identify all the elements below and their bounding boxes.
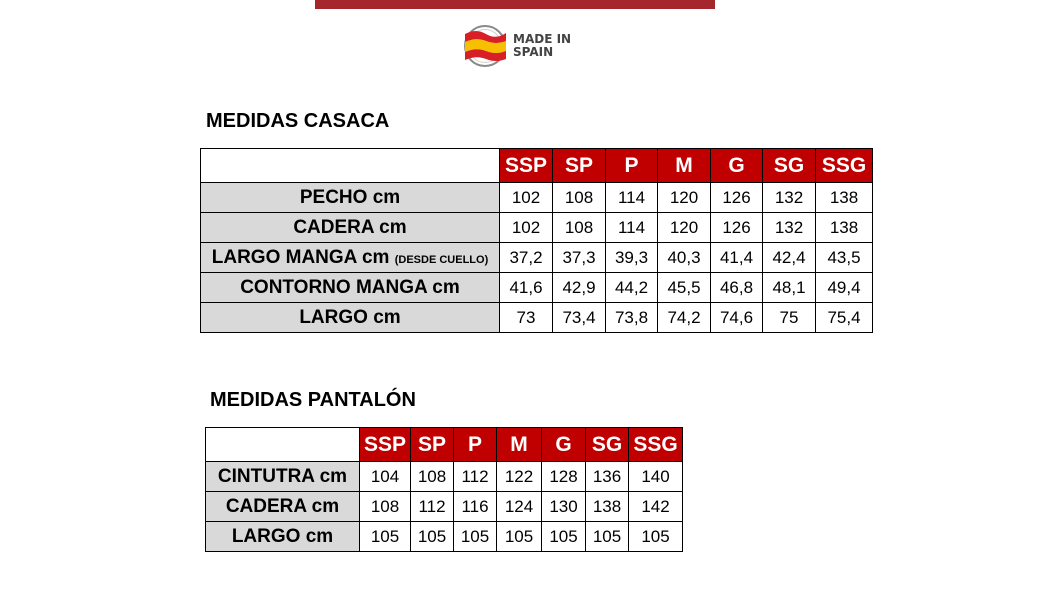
row-label-largo: LARGO cm [206, 522, 360, 552]
cell-value: 108 [553, 183, 606, 213]
size-header-sg: SG [586, 428, 629, 462]
row-label-contorno-manga: CONTORNO MANGA cm [201, 273, 500, 303]
cell-value: 42,9 [553, 273, 606, 303]
top-accent-bar [315, 0, 715, 9]
cell-value: 49,4 [816, 273, 873, 303]
cell-value: 40,3 [658, 243, 711, 273]
cell-value: 132 [763, 183, 816, 213]
size-header-ssp: SSP [360, 428, 411, 462]
cell-value: 45,5 [658, 273, 711, 303]
cell-value: 120 [658, 183, 711, 213]
cell-value: 122 [497, 462, 542, 492]
cell-value: 142 [629, 492, 683, 522]
cell-value: 74,2 [658, 303, 711, 333]
cell-value: 114 [606, 213, 658, 243]
cell-value: 128 [542, 462, 586, 492]
cell-value: 136 [586, 462, 629, 492]
cell-value: 120 [658, 213, 711, 243]
size-header-sg: SG [763, 149, 816, 183]
cell-value: 105 [454, 522, 497, 552]
cell-value: 130 [542, 492, 586, 522]
cell-value: 73,4 [553, 303, 606, 333]
table-row [206, 522, 683, 552]
size-header-p: P [606, 149, 658, 183]
cell-value: 105 [360, 522, 411, 552]
cell-value: 39,3 [606, 243, 658, 273]
cell-value: 74,6 [711, 303, 763, 333]
table-row [201, 273, 873, 303]
row-label-pecho: PECHO cm [201, 183, 500, 213]
cell-value: 105 [629, 522, 683, 552]
table-row [201, 213, 873, 243]
table-row [201, 183, 873, 213]
cell-value: 126 [711, 213, 763, 243]
casaca-title: MEDIDAS CASACA [206, 110, 390, 132]
size-header-sp: SP [411, 428, 454, 462]
cell-value: 46,8 [711, 273, 763, 303]
spain-flag-icon [462, 24, 508, 68]
cell-value: 41,4 [711, 243, 763, 273]
badge-line-1: MADE IN [513, 32, 572, 46]
size-header-sp: SP [553, 149, 606, 183]
row-label-cintura: CINTUTRA cm [206, 462, 360, 492]
cell-value: 73 [500, 303, 553, 333]
cell-value: 105 [411, 522, 454, 552]
size-header-g: G [542, 428, 586, 462]
size-header-m: M [658, 149, 711, 183]
row-label-note: (DESDE CUELLO) [394, 253, 489, 266]
cell-value: 140 [629, 462, 683, 492]
made-in-spain-badge [462, 24, 571, 68]
cell-value: 105 [586, 522, 629, 552]
size-header-row [201, 149, 873, 183]
table-row [201, 303, 873, 333]
size-header-ssg: SSG [629, 428, 683, 462]
size-header-ssg: SSG [816, 149, 873, 183]
size-header-m: M [497, 428, 542, 462]
size-header-p: P [454, 428, 497, 462]
cell-value: 108 [360, 492, 411, 522]
size-header-g: G [711, 149, 763, 183]
pantalon-size-table [205, 427, 683, 552]
cell-value: 102 [500, 183, 553, 213]
cell-value: 138 [816, 183, 873, 213]
cell-value: 108 [411, 462, 454, 492]
cell-value: 37,2 [500, 243, 553, 273]
corner-cell [206, 428, 360, 462]
size-header-row [206, 428, 683, 462]
cell-value: 105 [542, 522, 586, 552]
cell-value: 108 [553, 213, 606, 243]
table-row [206, 462, 683, 492]
cell-value: 112 [454, 462, 497, 492]
cell-value: 132 [763, 213, 816, 243]
row-label-largo-manga [201, 243, 500, 273]
corner-cell [201, 149, 500, 183]
cell-value: 114 [606, 183, 658, 213]
cell-value: 138 [816, 213, 873, 243]
cell-value: 116 [454, 492, 497, 522]
cell-value: 126 [711, 183, 763, 213]
row-label-cadera: CADERA cm [201, 213, 500, 243]
cell-value: 105 [497, 522, 542, 552]
cell-value: 138 [586, 492, 629, 522]
cell-value: 75,4 [816, 303, 873, 333]
cell-value: 42,4 [763, 243, 816, 273]
cell-value: 104 [360, 462, 411, 492]
cell-value: 48,1 [763, 273, 816, 303]
cell-value: 43,5 [816, 243, 873, 273]
cell-value: 44,2 [606, 273, 658, 303]
table-row [201, 243, 873, 273]
cell-value: 102 [500, 213, 553, 243]
table-row [206, 492, 683, 522]
cell-value: 37,3 [553, 243, 606, 273]
casaca-size-table [200, 148, 873, 333]
cell-value: 41,6 [500, 273, 553, 303]
cell-value: 112 [411, 492, 454, 522]
badge-line-2: SPAIN [513, 45, 554, 59]
row-label-text: LARGO MANGA cm [211, 246, 390, 268]
size-header-ssp: SSP [500, 149, 553, 183]
cell-value: 75 [763, 303, 816, 333]
pantalon-title: MEDIDAS PANTALÓN [210, 389, 416, 411]
cell-value: 124 [497, 492, 542, 522]
row-label-largo: LARGO cm [201, 303, 500, 333]
cell-value: 73,8 [606, 303, 658, 333]
row-label-cadera: CADERA cm [206, 492, 360, 522]
